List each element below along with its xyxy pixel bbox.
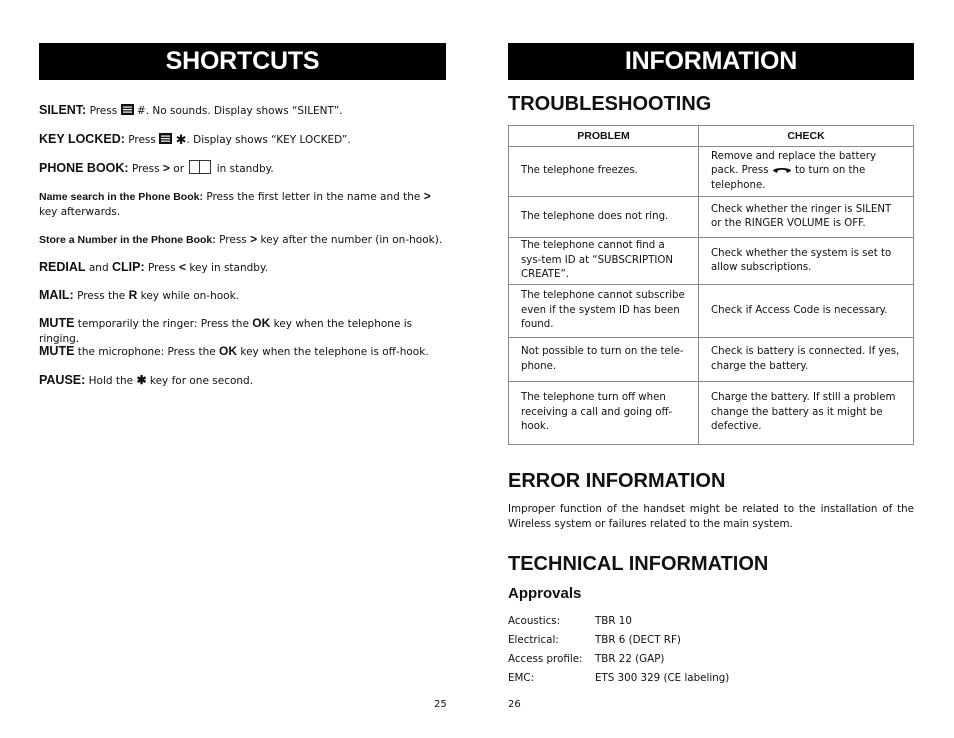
star-key-icon: ✱ (175, 133, 187, 148)
shortcut-mute-ringer: MUTE temporarily the ringer: Press the OK key when the telephone is ringing. (39, 316, 413, 345)
list-item: Access profile: TBR 22 (GAP) (508, 653, 665, 665)
information-banner: INFORMATION (508, 43, 914, 80)
shortcut-pause: PAUSE: Hold the ✱ key for one second. (39, 373, 254, 387)
shortcut-silent: SILENT: Press #. No sounds. Display shows “SILENT”. (39, 103, 343, 117)
shortcuts-banner: SHORTCUTS (39, 43, 446, 80)
list-item: Electrical: TBR 6 (DECT RF) (508, 634, 681, 646)
menu-key-icon (159, 133, 172, 144)
table-row: The telephone turn off when receiving a call and going off-hook. Charge the battery. If still a problem change the battery as it might be defective. (509, 382, 914, 445)
table-header-row (509, 126, 914, 147)
shortcut-store-number: Store a Number in the Phone Book: Press > key after the number (in on-hook). (39, 232, 443, 246)
approvals-list (508, 613, 914, 689)
page-number-right: 26 (508, 699, 521, 710)
page-number-left: 25 (434, 699, 447, 710)
technical-information-heading: TECHNICAL INFORMATION (508, 553, 769, 575)
table-row: The telephone cannot find a sys-tem ID at “SUBSCRIPTION CREATE”. Check whether the system is set to allow subscriptions. (509, 238, 914, 285)
error-information-heading: ERROR INFORMATION (508, 470, 726, 492)
shortcut-mail: MAIL: Press the R key while on-hook. (39, 288, 240, 302)
shortcut-phone-book: PHONE BOOK: Press > or in standby. (39, 161, 274, 175)
phone-handset-icon (772, 165, 792, 174)
list-item: EMC: ETS 300 329 (CE labeling) (508, 672, 730, 684)
table-row: The telephone freezes. Remove and replace the battery pack. Press to turn on the telephone. (509, 147, 914, 197)
box-key-icon (189, 160, 211, 174)
error-information-text: Improper function of the handset might be related to the installation of the Wireless system or failures related to the main system. (508, 503, 914, 530)
shortcut-name-search: Name search in the Phone Book: Press the first letter in the name and the > key afterwards. (39, 189, 431, 218)
menu-key-icon (121, 104, 134, 115)
shortcut-key-locked: KEY LOCKED: Press ✱. Display shows “KEY LOCKED”. (39, 132, 351, 148)
troubleshooting-heading: TROUBLESHOOTING (508, 93, 712, 115)
header-problem: PROBLEM (509, 126, 699, 147)
star-key-icon: ✱ (136, 373, 147, 387)
table-row: Not possible to turn on the tele-phone. Check is battery is connected. If yes, charge the battery. (509, 338, 914, 382)
shortcut-mute-mic: MUTE the microphone: Press the OK key when the telephone is off-hook. (39, 344, 429, 358)
table-row: The telephone cannot subscribe even if the system ID has been found. Check if Access Code is necessary. (509, 285, 914, 338)
troubleshooting-table (508, 125, 914, 445)
shortcut-redial-clip: REDIAL and CLIP: Press < key in standby. (39, 260, 269, 274)
header-check: CHECK (699, 126, 914, 147)
list-item: Acoustics: TBR 10 (508, 615, 632, 627)
table-row: The telephone does not ring. Check whether the ringer is SILENT or the RINGER VOLUME is OFF. (509, 197, 914, 238)
approvals-heading: Approvals (508, 585, 582, 602)
